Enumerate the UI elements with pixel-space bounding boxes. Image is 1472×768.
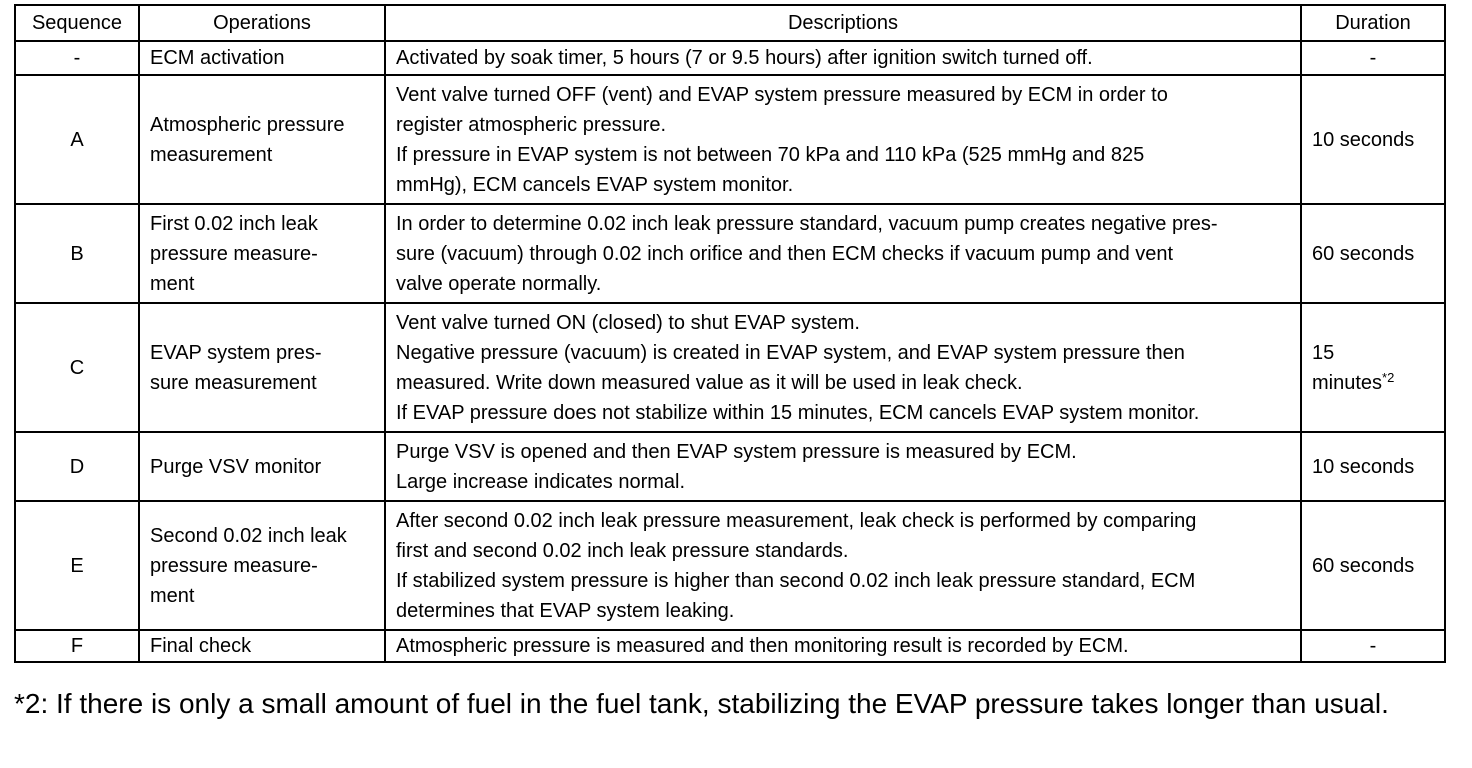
duration-cell: 60 seconds bbox=[1301, 501, 1445, 630]
evap-monitor-table-container bbox=[14, 4, 1446, 663]
duration-text: 15 bbox=[1312, 341, 1335, 364]
operation-text: pressure measure- bbox=[150, 554, 318, 577]
operation-text: ment bbox=[150, 584, 195, 607]
operation-text: Purge VSV monitor bbox=[150, 455, 322, 478]
description-cell bbox=[385, 501, 1301, 630]
duration-cell: 10 seconds bbox=[1301, 75, 1445, 204]
table-row bbox=[15, 432, 1445, 501]
sequence-cell: D bbox=[15, 432, 139, 501]
operation-text: pressure measure- bbox=[150, 242, 318, 265]
operation-text: ment bbox=[150, 272, 195, 295]
duration-text-unit: minutes bbox=[1312, 371, 1383, 394]
footnote-reference: *2 bbox=[1382, 369, 1395, 385]
sequence-cell: E bbox=[15, 501, 139, 630]
description-text: If EVAP pressure does not stabilize within 15 minutes, ECM cancels EVAP system monitor. bbox=[396, 401, 1200, 424]
duration-cell: - bbox=[1301, 41, 1445, 75]
operation-text: Final check bbox=[150, 635, 252, 657]
description-text: If pressure in EVAP system is not between 70 kPa and 110 kPa (525 mmHg and 825 bbox=[396, 143, 1145, 166]
duration-cell: 60 seconds bbox=[1301, 204, 1445, 303]
operation-text: ECM activation bbox=[150, 47, 285, 69]
operation-text: measurement bbox=[150, 143, 273, 166]
sequence-cell: F bbox=[15, 630, 139, 662]
table-row bbox=[15, 41, 1445, 75]
operation-cell bbox=[139, 303, 385, 432]
duration-cell: - bbox=[1301, 630, 1445, 662]
operation-cell bbox=[139, 501, 385, 630]
description-text: sure (vacuum) through 0.02 inch orifice and then ECM checks if vacuum pump and vent bbox=[396, 242, 1174, 265]
table-row bbox=[15, 630, 1445, 662]
description-cell bbox=[385, 630, 1301, 662]
description-text: measured. Write down measured value as it will be used in leak check. bbox=[396, 371, 1023, 394]
header-descriptions: Descriptions bbox=[385, 5, 1301, 41]
description-text: valve operate normally. bbox=[396, 272, 602, 295]
table-row bbox=[15, 303, 1445, 432]
description-text: determines that EVAP system leaking. bbox=[396, 599, 735, 622]
header-duration: Duration bbox=[1301, 5, 1445, 41]
sequence-cell: C bbox=[15, 303, 139, 432]
operation-text: Second 0.02 inch leak bbox=[150, 524, 347, 547]
description-text: After second 0.02 inch leak pressure measurement, leak check is performed by comparing bbox=[396, 509, 1197, 532]
evap-monitor-sequence-table bbox=[14, 4, 1446, 663]
description-text: Vent valve turned OFF (vent) and EVAP system pressure measured by ECM in order to bbox=[396, 83, 1168, 106]
operation-cell bbox=[139, 432, 385, 501]
description-text: Atmospheric pressure is measured and then monitoring result is recorded by ECM. bbox=[396, 635, 1129, 657]
description-cell bbox=[385, 204, 1301, 303]
description-text: Vent valve turned ON (closed) to shut EVAP system. bbox=[396, 311, 860, 334]
description-cell bbox=[385, 41, 1301, 75]
sequence-cell: - bbox=[15, 41, 139, 75]
table-row bbox=[15, 204, 1445, 303]
description-text: mmHg), ECM cancels EVAP system monitor. bbox=[396, 173, 794, 196]
description-text: In order to determine 0.02 inch leak pressure standard, vacuum pump creates negative pres- bbox=[396, 212, 1218, 235]
duration-cell: 10 seconds bbox=[1301, 432, 1445, 501]
description-text: Negative pressure (vacuum) is created in EVAP system, and EVAP system pressure then bbox=[396, 341, 1185, 364]
header-operations: Operations bbox=[139, 5, 385, 41]
description-text: Activated by soak timer, 5 hours (7 or 9.5 hours) after ignition switch turned off. bbox=[396, 47, 1093, 69]
description-text: Large increase indicates normal. bbox=[396, 470, 686, 493]
footnote: *2: If there is only a small amount of fuel in the fuel tank, stabilizing the EVAP pressure takes longer than usual. bbox=[14, 688, 1389, 719]
table-row bbox=[15, 501, 1445, 630]
operation-text: Atmospheric pressure bbox=[150, 113, 345, 136]
description-cell bbox=[385, 432, 1301, 501]
header-sequence: Sequence bbox=[15, 5, 139, 41]
table-header-row bbox=[15, 5, 1445, 41]
description-text: register atmospheric pressure. bbox=[396, 113, 667, 136]
operation-text: First 0.02 inch leak bbox=[150, 212, 318, 235]
description-text: If stabilized system pressure is higher than second 0.02 inch leak pressure standard, ECM bbox=[396, 569, 1196, 592]
operation-text: sure measurement bbox=[150, 371, 317, 394]
sequence-cell: A bbox=[15, 75, 139, 204]
description-text: first and second 0.02 inch leak pressure standards. bbox=[396, 539, 849, 562]
sequence-cell: B bbox=[15, 204, 139, 303]
description-cell bbox=[385, 303, 1301, 432]
operation-cell bbox=[139, 630, 385, 662]
description-cell bbox=[385, 75, 1301, 204]
operation-cell bbox=[139, 75, 385, 204]
duration-cell bbox=[1301, 303, 1445, 432]
duration-text bbox=[1312, 368, 1434, 398]
operation-cell bbox=[139, 41, 385, 75]
description-text: Purge VSV is opened and then EVAP system pressure is measured by ECM. bbox=[396, 440, 1077, 463]
operation-cell bbox=[139, 204, 385, 303]
operation-text: EVAP system pres- bbox=[150, 341, 322, 364]
table-row bbox=[15, 75, 1445, 204]
